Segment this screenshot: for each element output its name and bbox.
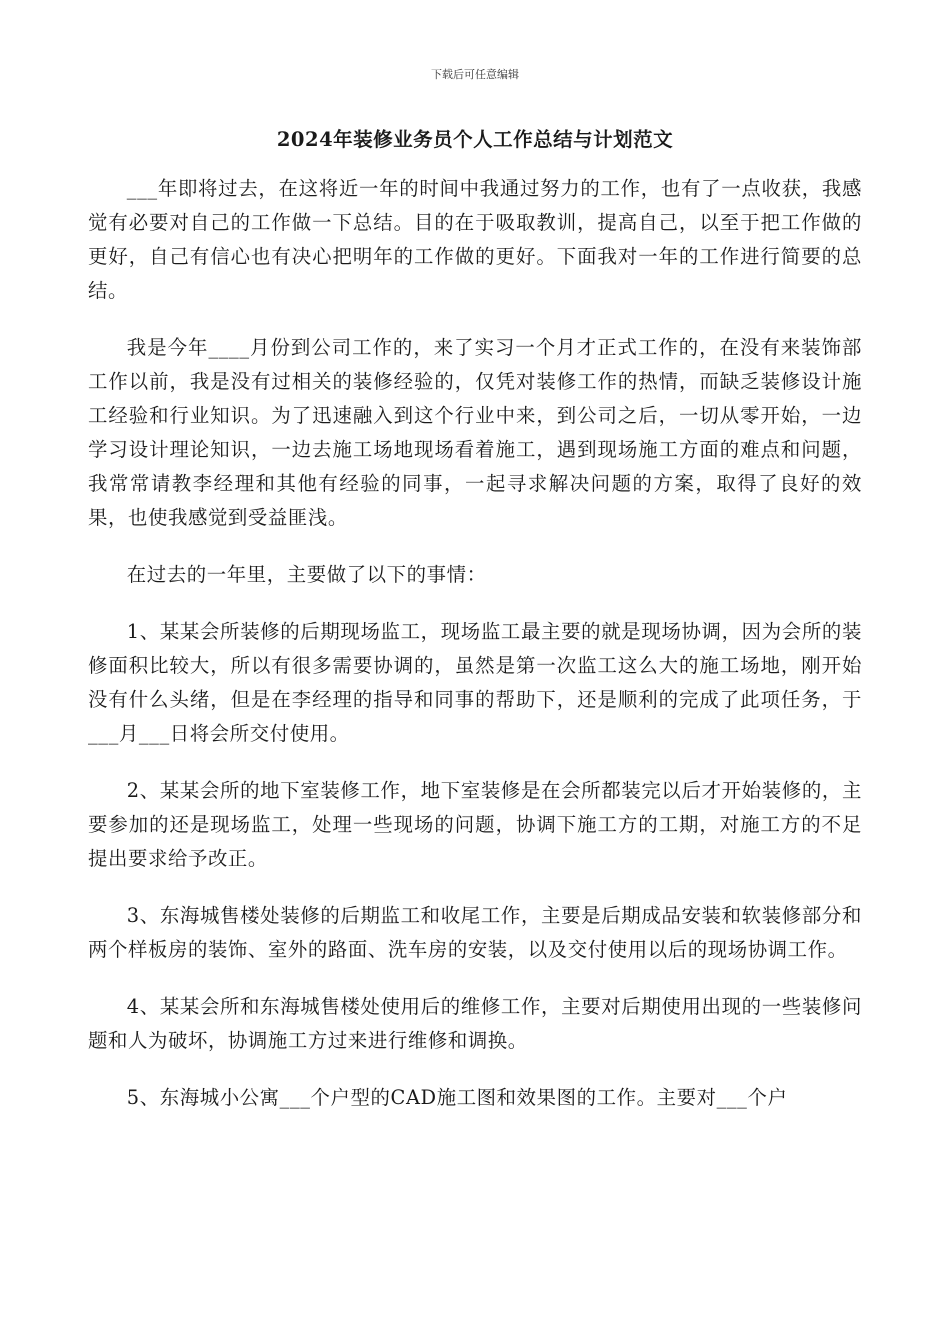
paragraph-intro: ___年即将过去，在这将近一年的时间中我通过努力的工作，也有了一点收获，我感觉有必要对自己的工作做一下总结。目的在于吸取教训，提高自己，以至于把工作做的更好，自己有信心也有决心把明年的工作做的更好。下面我对一年的工作进行简要的总结。: [88, 177, 862, 302]
document-title: 2024年装修业务员个人工作总结与计划范文: [276, 128, 674, 151]
header-note: 下载后可任意编辑: [431, 68, 519, 81]
paragraph-item-4: 4、某某会所和东海城售楼处使用后的维修工作，主要对后期使用出现的一些装修问题和人为破坏，协调施工方过来进行维修和调换。: [88, 995, 862, 1052]
paragraph-background: 我是今年____月份到公司工作的，来了实习一个月才正式工作的，在没有来装饰部工作以前，我是没有过相关的装修经验的，仅凭对装修工作的热情，而缺乏装修设计施工经验和行业知识。为了迅速融入到这个行业中来，到公司之后，一切从零开始，一边学习设计理论知识，一边去施工场地现场看着施工，遇到现场施工方面的难点和问题，我常常请教李经理和其他有经验的同事，一起寻求解决问题的方案，取得了良好的效果，也使我感觉到受益匪浅。: [88, 336, 862, 529]
paragraph-item-1: 1、某某会所装修的后期现场监工，现场监工最主要的就是现场协调，因为会所的装修面积比较大，所以有很多需要协调的，虽然是第一次监工这么大的施工场地，刚开始没有什么头绪，但是在李经理的指导和同事的帮助下，还是顺利的完成了此项任务，于___月___日将会所交付使用。: [88, 620, 862, 745]
paragraph-item-3: 3、东海城售楼处装修的后期监工和收尾工作，主要是后期成品安装和软装修部分和两个样板房的装饰、室外的路面、洗车房的安装，以及交付使用以后的现场协调工作。: [88, 904, 862, 961]
paragraph-item-2: 2、某某会所的地下室装修工作，地下室装修是在会所都装完以后才开始装修的，主要参加的还是现场监工，处理一些现场的问题，协调下施工方的工期，对施工方的不足提出要求给予改正。: [88, 779, 862, 870]
paragraph-summary-lead: 在过去的一年里，主要做了以下的事情：: [126, 563, 487, 586]
document-body: [88, 172, 862, 1138]
paragraph-item-5: 5、东海城小公寓___个户型的CAD施工图和效果图的工作。主要对___个户: [126, 1086, 788, 1109]
